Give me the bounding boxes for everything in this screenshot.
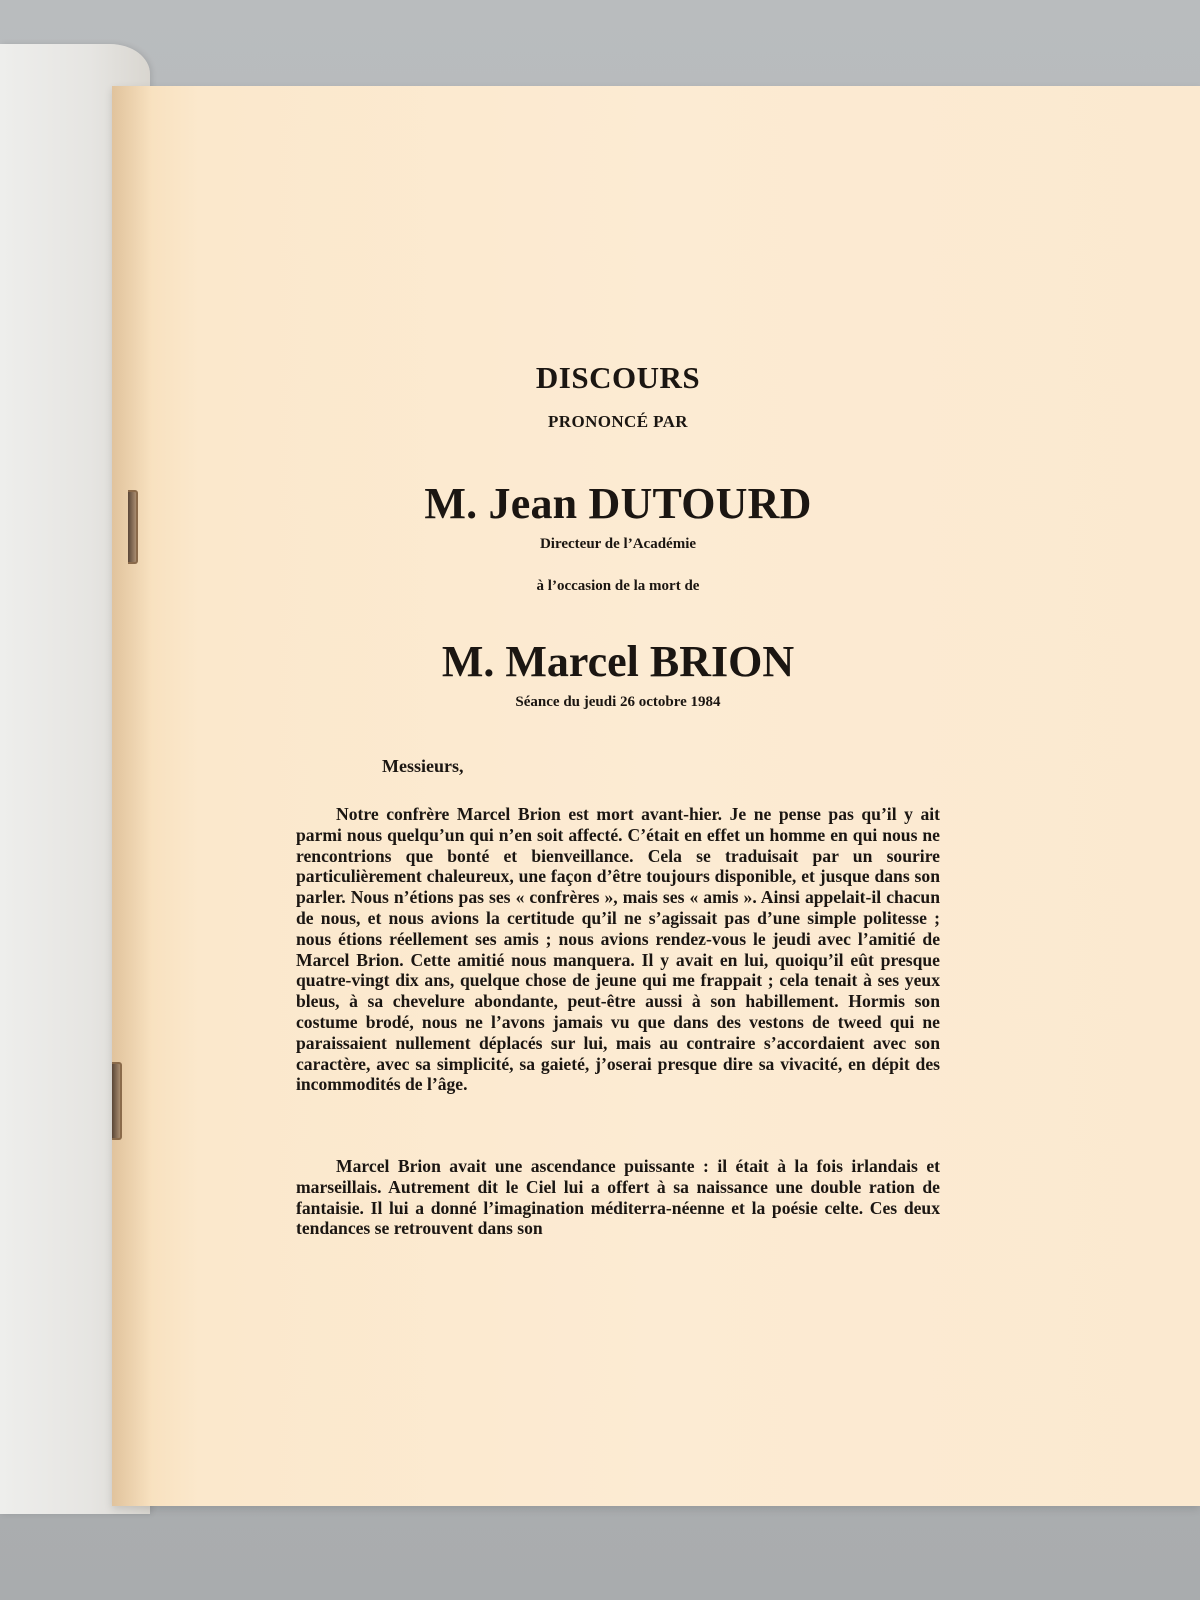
speaker-role: Directeur de l’Académie xyxy=(539,536,697,552)
salutation: Messieurs, xyxy=(382,756,464,776)
staple-bottom xyxy=(112,1062,122,1140)
right-page xyxy=(112,86,1200,1506)
document-title: DISCOURS xyxy=(535,360,701,395)
deceased-name: M. Marcel BRION xyxy=(441,637,795,686)
occasion-line: à l’occasion de la mort de xyxy=(536,578,700,594)
staple-top xyxy=(128,490,138,564)
paragraph-1: Notre confrère Marcel Brion est mort avant-hier. Je ne pense pas qu’il y ait parmi nous quelqu’un qui n’en soit affecté. C’était en effet un homme en qui nous ne rencontrions que bonté et bienveillance. Cela se traduisait par un sourire particulièrement chaleureux, une façon d’être toujours disponible, et jusque dans son parler. Nous n’étions pas ses « confrères », mais ses « amis ». Ainsi appelait-il chacun de nous, et nous avions la certitude qu’il ne s’agissait pas d’une simple politesse ; nous étions réellement ses amis ; nous avions rendez-vous le jeudi avec l’amitié de Marcel Brion. Cette amitié nous manquera. Il y avait en lui, quoiqu’il eût presque quatre-vingt dix ans, quelque chose de jeune qui me frappait ; cela tenait à ses yeux bleus, à sa chevelure abondante, peut-être aussi à son habillement. Hormis son costume brodé, nous ne l’avons jamais vu que dans des vestons de tweed qui ne paraissaient nullement déplacés sur lui, mais au contraire s’accordaient avec son caractère, avec sa simplicité, sa gaieté, j’oserai presque dire sa vivacité, en dépit des incommodités de l’âge. xyxy=(296,804,940,1095)
gutter-shadow xyxy=(112,86,152,1506)
speaker-name: M. Jean DUTOURD xyxy=(424,479,812,528)
document-subtitle: PRONONCÉ PAR xyxy=(547,412,688,431)
session-date: Séance du jeudi 26 octobre 1984 xyxy=(515,694,721,710)
paragraph-2: Marcel Brion avait une ascendance puissante : il était à la fois irlandais et marseillais. Autrement dit le Ciel lui a offert à sa naissance une double ration de fantaisie. Il lui a donné l’imagination méditerra-néenne et la poésie celte. Ces deux tendances se retrouvent dans son xyxy=(296,1156,940,1239)
